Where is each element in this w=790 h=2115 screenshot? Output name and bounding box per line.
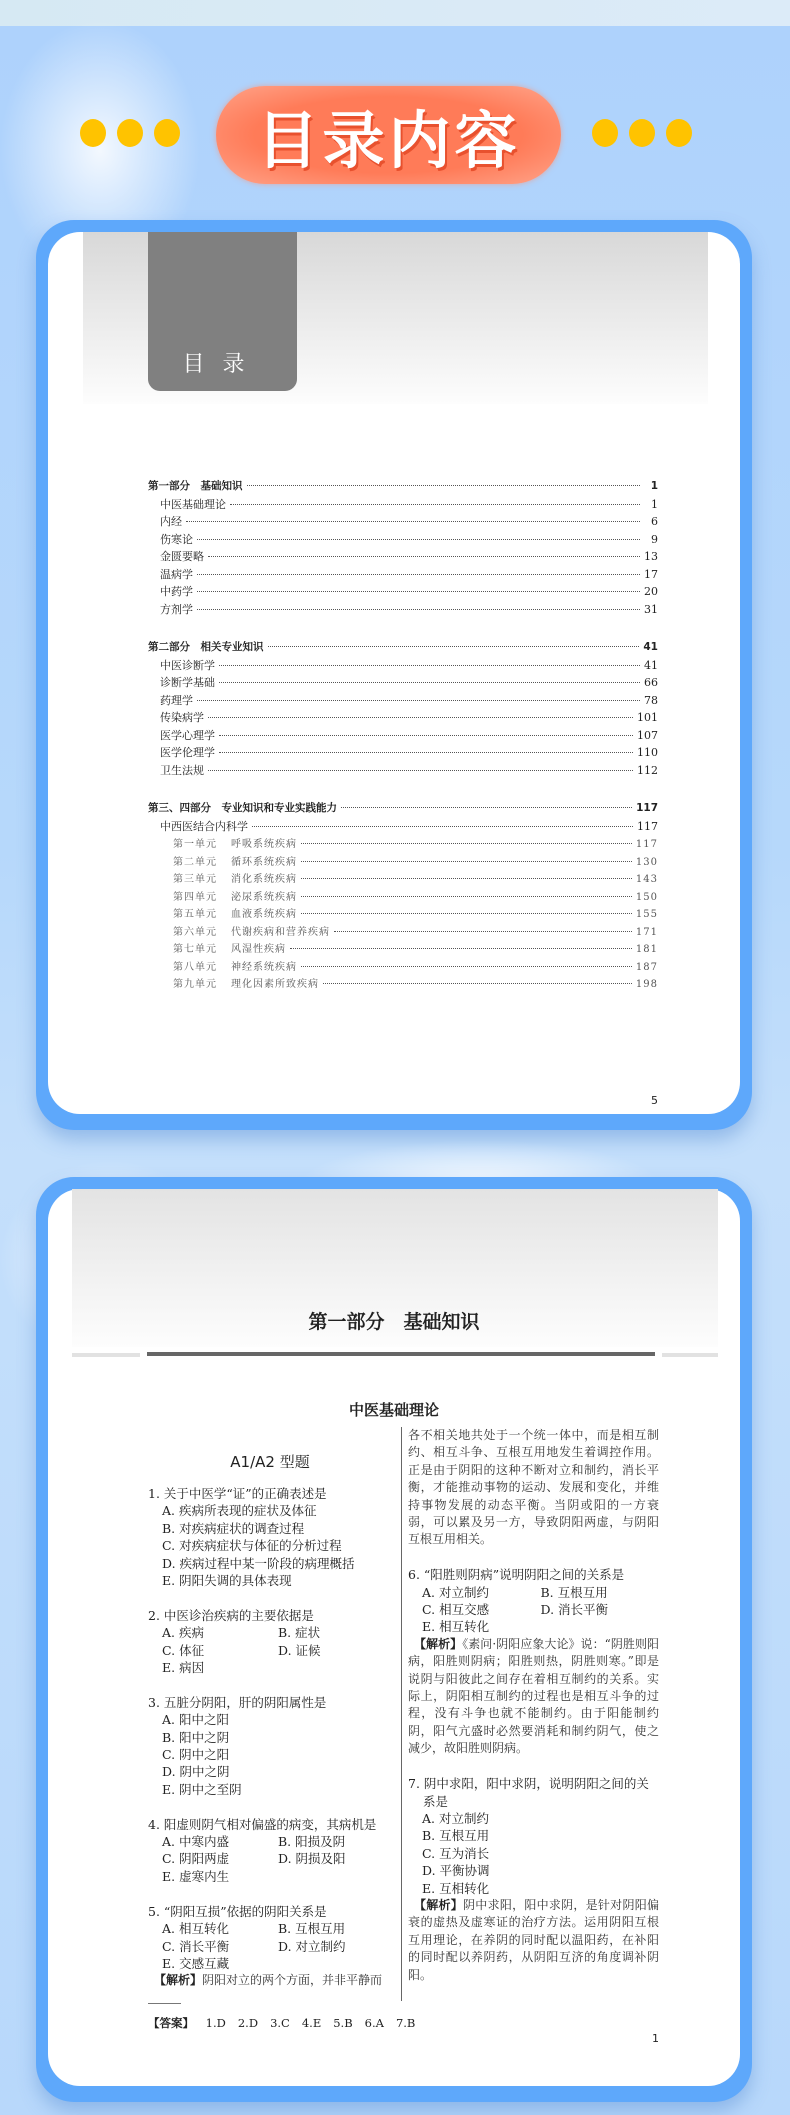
toc-unit-number: 第一单元 [173, 839, 217, 850]
answer-option: D. 阴中之阴 [162, 1764, 230, 1780]
dot-leader [301, 896, 632, 897]
answer-option: D. 证候 [278, 1642, 321, 1658]
answer-option: C. 相互交感 [422, 1602, 490, 1618]
toc-chapter-title: 中药学 [160, 585, 193, 598]
toc-page-number: 117 [635, 839, 658, 850]
dot-leader [197, 539, 640, 540]
toc-entry [148, 674, 658, 692]
answer-option: B. 互根互用 [540, 1584, 608, 1600]
answer-option: A. 中寒内盛 [162, 1834, 229, 1850]
analysis-label: 【解析】 [414, 1636, 463, 1651]
left-column [148, 1485, 394, 2007]
answer-option: B. 互根互用 [422, 1828, 490, 1844]
toc-chapter-title: 医学伦理学 [160, 746, 215, 759]
toc-page-number: 110 [637, 746, 658, 759]
toc-entry [148, 548, 658, 566]
answer-option: E. 病因 [162, 1660, 205, 1676]
dot-leader [301, 861, 632, 862]
toc-unit-number: 第九单元 [173, 979, 217, 990]
dot-leader [323, 983, 632, 984]
question [148, 1816, 394, 1886]
dot-leader [334, 931, 632, 932]
toc-entry [148, 818, 658, 836]
question [408, 1775, 659, 1984]
divider [72, 1353, 140, 1357]
answer-option: C. 消长平衡 [162, 1938, 230, 1954]
toc-page-number: 107 [637, 728, 658, 742]
dot-leader [197, 574, 640, 575]
answer-key [148, 2015, 648, 2031]
question [148, 1485, 394, 1589]
dot-leader [252, 826, 633, 827]
answer: 7.B [395, 2016, 416, 2030]
analysis [408, 1897, 659, 1984]
dot-leader [301, 966, 632, 967]
toc-page-number: 117 [637, 819, 658, 833]
toc-entry [148, 888, 658, 906]
dot-leader [301, 878, 632, 879]
toc-unit-title: 风湿性疾病 [231, 944, 286, 955]
toc-unit-number: 第四单元 [173, 891, 217, 903]
answer: 4.E [301, 2016, 322, 2030]
analysis-continuation: 各不相关地共处于一个统一体中，而是相互制约、相互斗争、互根互用地发生着调控作用。正是由于阴阳的这种不断对立和制约，消长平衡，才能推动事物的运动、发展和变化，并维持事物发展的动态平衡。当阴或阳的一方衰弱，可以累及另一方，导致阴阳两虚，与阴阳互根互用相关。 [408, 1428, 659, 1547]
toc-chapter-title: 医学心理学 [160, 728, 215, 742]
toc-entry [148, 692, 658, 710]
toc-unit-title: 代谢疾病和营养疾病 [231, 926, 330, 938]
chapter-title: 第一部分 基础知识 [308, 1311, 480, 1333]
toc-chapter-title: 金匮要略 [160, 550, 204, 563]
toc-entry [148, 975, 658, 993]
answer-option: B. 阳中之阴 [162, 1729, 230, 1745]
question-stem: 4. 阳虚则阴气相对偏盛的病变，其病机是 [148, 1816, 377, 1832]
answer: 2.D [237, 2016, 259, 2030]
answer-option: D. 阴损及阳 [278, 1851, 346, 1867]
analysis [408, 1636, 659, 1758]
toc-page-card [36, 220, 752, 1130]
question [148, 1694, 394, 1798]
dot-leader [219, 682, 640, 683]
toc-entry [148, 513, 658, 531]
question-type-heading: A1/A2 型题 [230, 1453, 310, 1471]
analysis-text: 《素问·阴阳应象大论》说：“阴胜则阳病，阳胜则阴病；阳胜则热，阴胜则寒。”即是说阴与阳彼此之间存在着相互制约的关系。实际上，阴阳相互制约的过程也是相互斗争的过程，没有斗争也就不能制约。由于阳能制约阴，阳气亢盛时必然要消耗和制约阴气，使之减少，故阳胜则阴病。 [408, 1636, 659, 1756]
answer-option: B. 阳损及阴 [278, 1834, 346, 1850]
dot-leader [247, 485, 641, 486]
toc-entry [148, 940, 658, 958]
analysis-text: 阴阳对立的两个方面，并非平静而 [202, 1973, 383, 1988]
content-page-card [36, 1177, 752, 2102]
toc-unit-title: 泌尿系统疾病 [231, 891, 297, 903]
answer-option: D. 平衡协调 [422, 1863, 490, 1879]
analysis-label: 【解析】 [414, 1897, 464, 1912]
dot-leader [230, 504, 640, 505]
toc-entry [148, 905, 658, 923]
toc-chapter-title: 卫生法规 [160, 763, 204, 777]
answer-options [148, 1711, 394, 1798]
dot-leader [219, 752, 633, 753]
answer-option: E. 阴阳失调的具体表现 [162, 1573, 292, 1589]
question-stem: 5. “阴阳互损”依据的阴阳关系是 [148, 1903, 327, 1919]
answer-option: E. 互相转化 [422, 1880, 490, 1896]
page-number: 1 [652, 2032, 659, 2045]
toc-entry [148, 709, 658, 727]
toc-page-number: 1 [651, 497, 658, 511]
toc-unit-number: 第二单元 [173, 856, 217, 868]
answer: 5.B [333, 2016, 353, 2030]
dot-leader [208, 717, 633, 718]
toc-page-number: 187 [635, 961, 658, 973]
answer-option: C. 体征 [162, 1642, 205, 1658]
question [408, 1566, 659, 1757]
toc-entry [148, 870, 658, 888]
toc-unit-title: 消化系统疾病 [231, 874, 297, 885]
dot-leader [219, 735, 633, 736]
answer-options [408, 1810, 659, 1897]
question [148, 1903, 394, 1990]
toc-entry [148, 531, 658, 549]
toc-page-number: 130 [635, 856, 658, 868]
toc-entry [148, 835, 658, 853]
toc-unit-number: 第三单元 [173, 874, 217, 885]
toc-page-number: 6 [651, 515, 658, 528]
analysis [148, 1972, 394, 1989]
answer-options [148, 1833, 394, 1885]
answer-option: E. 相互转化 [422, 1619, 490, 1635]
answer-options [148, 1502, 394, 1589]
dot-leader [301, 843, 632, 844]
toc-unit-title: 循环系统疾病 [231, 856, 297, 868]
toc-page-number: 9 [651, 532, 658, 546]
dot-leader [186, 521, 640, 522]
dot-leader [301, 913, 632, 914]
toc-page-number: 41 [644, 658, 658, 672]
toc-unit-title: 神经系统疾病 [231, 961, 297, 973]
toc-unit-title: 理化因素所致疾病 [231, 979, 319, 990]
toc-entry [148, 478, 658, 496]
toc-entry [148, 762, 658, 780]
content-page [48, 1189, 740, 2086]
toc-unit-number: 第八单元 [173, 961, 217, 973]
toc-chapter-title: 温病学 [160, 567, 193, 581]
divider [662, 1353, 718, 1357]
toc-page-number: 66 [644, 676, 658, 689]
toc-tab: 目录 [148, 232, 297, 391]
answer-option: B. 对疾病症状的调查过程 [162, 1520, 305, 1536]
toc-unit-title: 呼吸系统疾病 [231, 839, 297, 850]
toc-entry [148, 853, 658, 871]
toc-entry [148, 496, 658, 514]
answer-option: A. 相互转化 [162, 1921, 229, 1937]
answer: 3.C [270, 2016, 290, 2030]
toc-part-title: 第三、四部分 专业知识和专业实践能力 [148, 802, 337, 814]
toc-page-number: 1 [650, 480, 658, 492]
answer-option: A. 对立制约 [422, 1584, 489, 1600]
decorative-dots-right [592, 119, 692, 147]
toc-unit-number: 第六单元 [173, 926, 217, 938]
section-title: 中医基础理论 [348, 1401, 439, 1419]
answer-option: C. 阴阳两虚 [162, 1851, 230, 1867]
toc-part-title: 第一部分 基础知识 [148, 480, 243, 492]
toc-chapter-title: 伤寒论 [160, 532, 193, 546]
dot-leader [197, 609, 640, 610]
toc-entry [148, 657, 658, 675]
dot-leader [197, 591, 640, 592]
toc-page-number: 143 [635, 874, 658, 885]
toc-entry [148, 923, 658, 941]
toc-entry [148, 601, 658, 619]
toc-chapter-title: 传染病学 [160, 711, 204, 724]
toc-page-number: 78 [644, 693, 658, 707]
question-stem: 2. 中医诊治疾病的主要依据是 [148, 1607, 314, 1623]
toc-entry [148, 583, 658, 601]
table-of-contents [148, 478, 658, 993]
toc-page-number: 13 [644, 550, 658, 563]
answer-key-label: 【答案】 [148, 2016, 194, 2030]
page-number: 5 [651, 1094, 658, 1107]
toc-chapter-title: 方剂学 [160, 602, 193, 616]
answer-option: B. 症状 [278, 1625, 321, 1641]
answer-option: B. 互根互用 [278, 1921, 346, 1937]
toc-page-number: 150 [635, 891, 658, 903]
answer-options [148, 1920, 394, 1972]
question-stem: 1. 关于中医学“证”的正确表述是 [148, 1486, 327, 1501]
right-column [401, 1427, 659, 2001]
analysis-text: 阴中求阳，阳中求阴，是针对阴阳偏衰的虚热及虚寒证的治疗方法。运用阴阳互根互用理论，在养阴的同时配以温阳药，在补阳的同时配以养阴药，从阴阳互济的角度调补阴阳。 [408, 1897, 659, 1982]
answer-option: A. 阳中之阳 [162, 1712, 229, 1728]
question-stem: 7. 阴中求阳，阳中求阴，说明阴阳之间的关系是 [408, 1776, 649, 1809]
toc-unit-number: 第五单元 [173, 909, 217, 920]
answer-option: A. 对立制约 [422, 1810, 489, 1826]
toc-entry [148, 639, 658, 657]
answer: 1.D [205, 2016, 226, 2030]
dot-leader [197, 700, 640, 701]
toc-chapter-title: 中医基础理论 [160, 497, 226, 511]
answer-option: E. 阴中之至阴 [162, 1781, 242, 1797]
answer-option: E. 交感互藏 [162, 1955, 230, 1971]
toc-page-number: 181 [635, 944, 658, 955]
toc-page [48, 232, 740, 1114]
toc-part-title: 第二部分 相关专业知识 [148, 641, 264, 653]
answer-option: D. 对立制约 [278, 1938, 346, 1954]
answer-option: E. 虚寒内生 [162, 1868, 230, 1884]
divider [147, 1352, 655, 1356]
answer-options [148, 1624, 394, 1676]
answer-option: A. 疾病所表现的症状及体征 [162, 1503, 317, 1519]
toc-entry [148, 958, 658, 976]
dot-leader [268, 646, 640, 647]
toc-chapter-title: 诊断学基础 [160, 676, 215, 689]
dot-leader [208, 556, 640, 557]
toc-page-number: 41 [643, 641, 658, 653]
answer-option: A. 疾病 [162, 1625, 204, 1641]
toc-chapter-title: 药理学 [160, 693, 193, 707]
toc-entry [148, 727, 658, 745]
banner-title: 目录内容 [216, 86, 561, 184]
dot-leader [219, 665, 640, 666]
analysis-label: 【解析】 [154, 1973, 203, 1988]
toc-chapter-title: 中西医结合内科学 [160, 819, 248, 833]
question-stem: 6. “阳胜则阴病”说明阴阳之间的关系是 [408, 1567, 625, 1583]
toc-chapter-title: 内经 [160, 515, 182, 528]
answer-option: D. 消长平衡 [540, 1602, 609, 1618]
answer-option: C. 互为消长 [422, 1845, 490, 1861]
answer-option: C. 对疾病症状与体征的分析过程 [162, 1538, 342, 1554]
answer-options [408, 1584, 659, 1636]
toc-page-number: 112 [637, 763, 658, 777]
toc-page-number: 20 [644, 585, 658, 598]
toc-page-number: 155 [635, 909, 658, 920]
toc-entry [148, 566, 658, 584]
dot-leader [341, 807, 632, 808]
toc-page-number: 17 [644, 567, 658, 581]
toc-entry [148, 744, 658, 762]
answer-option: C. 阴中之阳 [162, 1747, 230, 1763]
answer-option: D. 疾病过程中某一阶段的病理概括 [162, 1555, 355, 1571]
toc-page-number: 171 [635, 926, 658, 938]
toc-page-number: 31 [644, 602, 658, 616]
toc-page-number: 198 [635, 979, 658, 990]
question [148, 1607, 394, 1677]
toc-chapter-title: 中医诊断学 [160, 658, 215, 672]
toc-unit-title: 血液系统疾病 [231, 909, 297, 920]
answer: 6.A [364, 2016, 384, 2030]
toc-entry [148, 800, 658, 818]
toc-unit-number: 第七单元 [173, 944, 217, 955]
toc-page-number: 101 [637, 711, 658, 724]
decorative-dots-left [80, 119, 180, 147]
toc-page-number: 117 [636, 802, 658, 814]
dot-leader [290, 948, 632, 949]
question-stem: 3. 五脏分阴阳，肝的阴阳属性是 [148, 1694, 327, 1710]
dot-leader [208, 770, 633, 771]
